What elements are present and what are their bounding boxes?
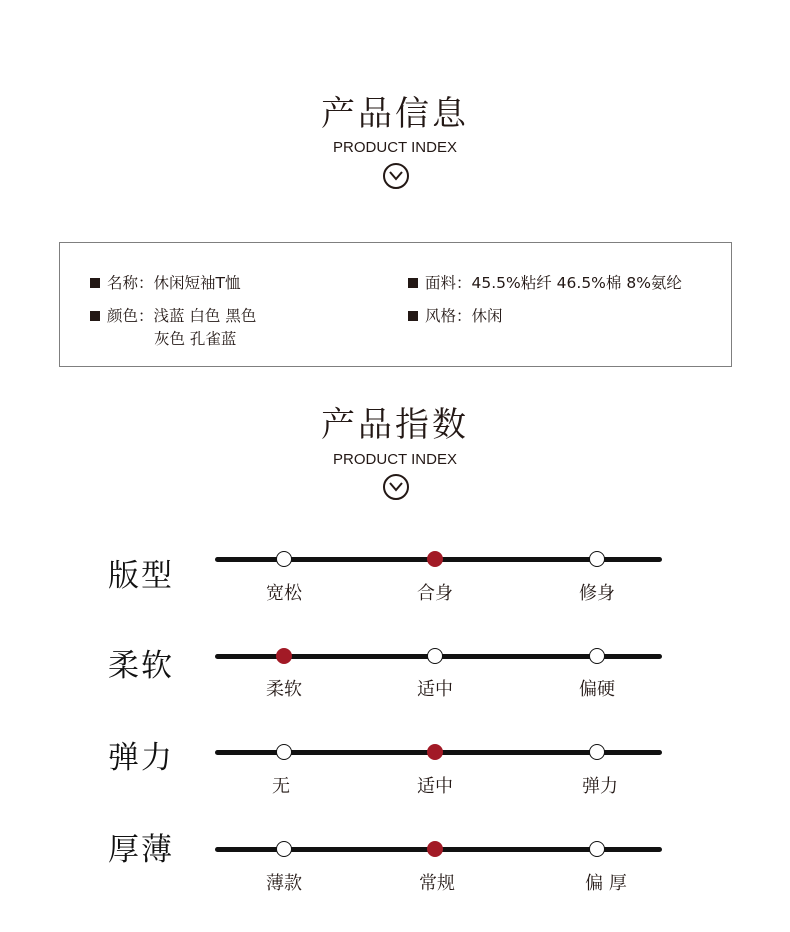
scale-label: 版型 xyxy=(108,558,174,594)
scale-dot xyxy=(276,841,292,857)
square-bullet-icon xyxy=(408,278,418,288)
info-color xyxy=(90,306,256,326)
info-name xyxy=(90,273,240,293)
scale-option: 弹力 xyxy=(582,776,618,797)
chevron-down-circle-icon xyxy=(383,474,409,500)
square-bullet-icon xyxy=(408,311,418,321)
scale-dot xyxy=(276,648,292,664)
scale-dot xyxy=(427,551,443,567)
scale-option: 无 xyxy=(272,776,290,797)
scale-dot xyxy=(276,744,292,760)
product-info-title: 产品信息 xyxy=(321,94,469,134)
scale-option: 适中 xyxy=(417,679,453,700)
square-bullet-icon xyxy=(90,278,100,288)
scale-option: 宽松 xyxy=(266,583,302,604)
info-color-line2: 灰色 孔雀蓝 xyxy=(154,330,237,348)
scale-dot xyxy=(589,744,605,760)
scale-option: 柔软 xyxy=(266,679,302,700)
info-color-text: 颜色：浅蓝 白色 黑色 xyxy=(107,307,257,325)
scale-dot xyxy=(427,841,443,857)
scale-dot xyxy=(589,841,605,857)
product-index-title: 产品指数 xyxy=(321,405,469,445)
info-style-text: 风格：休闲 xyxy=(425,307,503,325)
scale-label: 柔软 xyxy=(108,648,174,684)
scale-option: 常规 xyxy=(419,873,455,894)
scale-option: 修身 xyxy=(579,583,615,604)
scale-dot xyxy=(427,648,443,664)
info-fabric xyxy=(408,273,682,293)
chevron-down-circle-icon xyxy=(383,163,409,189)
product-info-subtitle: PRODUCT INDEX xyxy=(333,139,457,156)
scale-option: 薄款 xyxy=(266,873,302,894)
scale-dot xyxy=(589,648,605,664)
product-info-box xyxy=(59,242,732,367)
scale-option: 偏 厚 xyxy=(585,873,627,894)
scale-option: 适中 xyxy=(417,776,453,797)
square-bullet-icon xyxy=(90,311,100,321)
scale-dot xyxy=(589,551,605,567)
info-fabric-text: 面料：45.5%粘纤 46.5%棉 8%氨纶 xyxy=(425,274,682,292)
info-name-text: 名称：休闲短袖T恤 xyxy=(107,274,241,292)
scale-option: 偏硬 xyxy=(579,679,615,700)
scale-label: 厚薄 xyxy=(108,832,174,868)
product-index-subtitle: PRODUCT INDEX xyxy=(333,451,457,468)
scale-option: 合身 xyxy=(417,583,453,604)
info-style xyxy=(408,306,503,326)
scale-dot xyxy=(427,744,443,760)
scale-dot xyxy=(276,551,292,567)
scale-label: 弹力 xyxy=(108,740,174,776)
